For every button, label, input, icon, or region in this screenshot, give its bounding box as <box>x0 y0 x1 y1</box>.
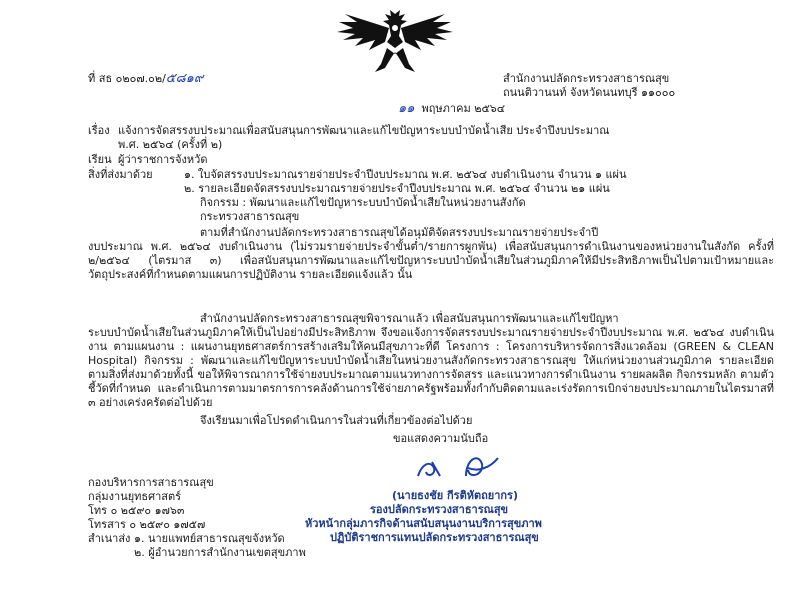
document-number-handwritten: ๕๘๑๙ <box>165 71 204 86</box>
subject-label: เรื่อง <box>88 124 110 137</box>
signer-name: (นายธงชัย กีรติหัตถยากร) <box>392 489 518 502</box>
paragraph-2-first-line: สำนักงานปลัดกระทรวงสาธารณสุขพิจารณาแล้ว เพื่อสนับสนุนการพัฒนาและแก้ไขปัญหา <box>200 312 619 325</box>
garuda-emblem-icon <box>335 8 455 74</box>
addressee: ผู้ว่าราชการจังหวัด <box>118 153 208 166</box>
footer-tel: โทร ๐ ๒๕๙๐ ๑๗๖๓ <box>88 504 185 517</box>
signer-title-2: หัวหน้ากลุ่มภารกิจด้านสนับสนุนงานบริการสุขภาพ <box>305 517 542 530</box>
paragraph-2-body: ระบบบำบัดน้ำเสียในส่วนภูมิภาคให้เป็นไปอย่างมีประสิทธิภาพ จึงขอแจ้งการจัดสรรงบประมาณรายจ่ายประจำปีงบประมาณ พ.ศ. ๒๕๖๔ งบดำเนินงาน ตามแผนงาน : แผนงานยุทธศาสตร์การสร้างเสริมให้คนมีสุขภาวะที่ดี โครงการ : โครงการบริหารจัดการสิ่งแวดล้อม (GREEN & CLEAN Hospital) กิจกรรม : พัฒนาและแก้ไขปัญหาระบบบำบัดน้ำเสียในหน่วยงานสังกัดกระทรวงสาธารณสุข ให้แก่หน่วยงานส่วนภูมิภาค รายละเอียดตามสิ่งที่ส่งมาด้วยทั้งนี้ ขอให้พิจารณาการใช้จ่ายงบประมาณตามแนวทางการจัดสรร และแนวทางการดำเนินงาน รายผลผลิต กิจกรรมหลัก ตามตัวชี้วัดที่กำหนด และดำเนินการตามมาตรการการคลังด้านการใช้จ่ายภาครัฐพร้อมทั้งกำกับติดตามและเร่งรัดการเบิกจ่ายงบประมาณภายในไตรมาสที่ ๓ อย่างเคร่งครัดต่อไปด้วย <box>88 326 774 409</box>
addressee-label: เรียน <box>88 153 112 166</box>
document-number-prefix: ที่ สธ ๐๒๐๗.๐๒/ <box>88 72 166 85</box>
enclosure-item-1: ๑. ใบจัดสรรงบประมาณรายจ่ายประจำปีงบประมาณ พ.ศ. ๒๕๖๔ งบดำเนินงาน จำนวน ๑ แผ่น <box>184 168 627 181</box>
paragraph-1-body: งบประมาณ พ.ศ. ๒๕๖๔ งบดำเนินงาน (ไม่รวมรายจ่ายประจำขั้นต่ำ/รายการผูกพัน) เพื่อสนับสนุนการดำเนินงานของหน่วยงานในสังกัด ครั้งที่ ๒/๒๕๖๔ (ไตรมาส ๓) เพื่อสนับสนุนการพัฒนาและแก้ไขปัญหาระบบบำบัดน้ำเสียในส่วนภูมิภาคให้มีประสิทธิภาพเป็นไปตามเป้าหมายและวัตถุประสงค์ที่กำหนดตามแผนการปฏิบัติงาน รายละเอียดแจ้งแล้ว นั้น <box>88 240 774 281</box>
enclosure-item-2-activity: กิจกรรม : พัฒนาและแก้ไขปัญหาระบบบำบัดน้ำเสียในหน่วยงานสังกัด <box>200 196 526 209</box>
subject-line-1: แจ้งการจัดสรรงบประมาณเพื่อสนับสนุนการพัฒนาและแก้ไขปัญหาระบบบำบัดน้ำเสีย ประจำปีงบประมาณ <box>118 124 610 137</box>
document-number <box>88 72 203 86</box>
signature-image <box>408 446 508 486</box>
date-month-year: พฤษภาคม ๒๕๖๔ <box>421 102 506 115</box>
paragraph-1-first-line: ตามที่สำนักงานปลัดกระทรวงสาธารณสุขได้อนุมัติจัดสรรงบประมาณรายจ่ายประจำปี <box>200 226 599 239</box>
org-name: สำนักงานปลัดกระทรวงสาธารณสุข <box>503 72 670 85</box>
copy-to-item-1: ๑. นายแพทย์สาธารณสุขจังหวัด <box>134 532 285 545</box>
closing-regards: ขอแสดงความนับถือ <box>393 432 489 445</box>
subject-line-2: พ.ศ. ๒๕๖๔ (ครั้งที่ ๒) <box>118 138 223 151</box>
signer-title-1: รองปลัดกระทรวงสาธารณสุข <box>370 503 509 516</box>
footer-fax: โทรสาร ๐ ๒๕๙๐ ๑๗๕๗ <box>88 518 206 531</box>
enclosure-item-2: ๒. รายละเอียดจัดสรรงบประมาณรายจ่ายประจำปีงบประมาณ พ.ศ. ๒๕๖๔ จำนวน ๒๑ แผ่น <box>184 182 610 195</box>
footer-group: กลุ่มงานยุทธศาสตร์ <box>88 490 182 503</box>
footer-division: กองบริหารการสาธารณสุข <box>88 476 214 489</box>
enclosures-label: สิ่งที่ส่งมาด้วย <box>88 168 153 181</box>
signer-title-3: ปฏิบัติราชการแทนปลัดกระทรวงสาธารณสุข <box>330 531 539 544</box>
date-day-handwritten: ๑๑ <box>398 101 415 116</box>
document-date <box>398 102 505 116</box>
enclosure-item-2-ministry: กระทรวงสาธารณสุข <box>200 210 300 223</box>
org-address: ถนนติวานนท์ จังหวัดนนทบุรี ๑๑๐๐๐ <box>503 86 676 99</box>
copy-to-label: สำเนาส่ง <box>88 532 131 545</box>
paragraph-3: จึงเรียนมาเพื่อโปรดดำเนินการในส่วนที่เกี่ยวข้องต่อไปด้วย <box>200 414 473 427</box>
copy-to-item-2: ๒. ผู้อำนวยการสำนักงานเขตสุขภาพ <box>134 546 306 559</box>
